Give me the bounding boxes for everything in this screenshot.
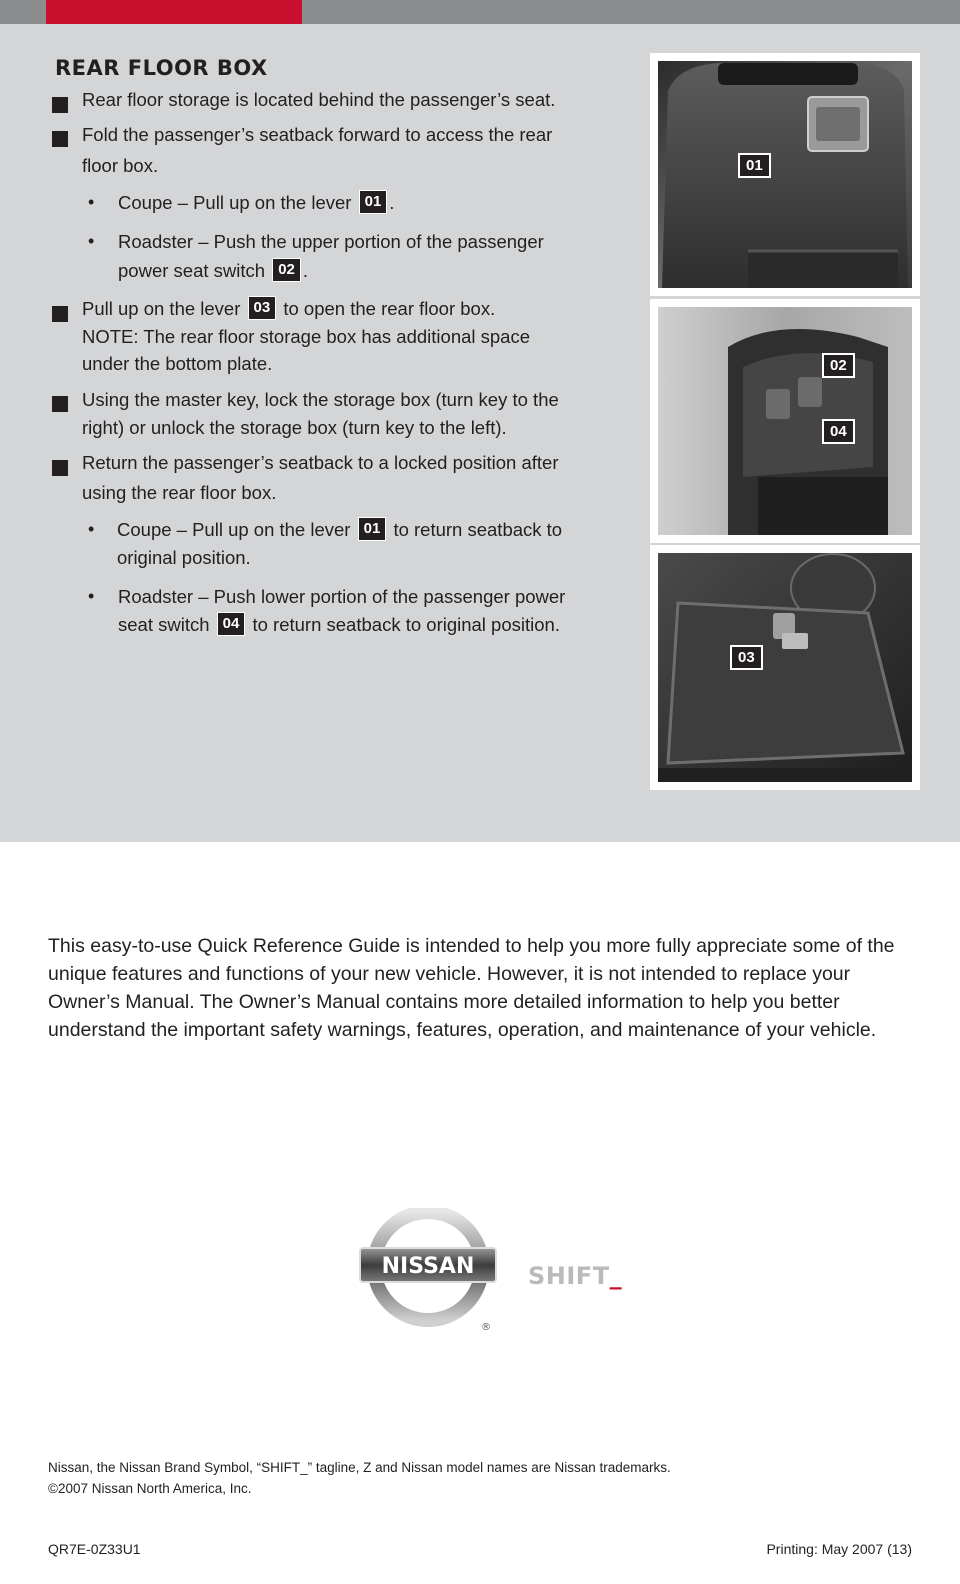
instruction-1: Rear floor storage is located behind the passenger’s seat. — [82, 89, 556, 110]
power-seat-switch-image — [658, 307, 912, 535]
instruction-2-sub-roadster-line-2: power seat switch 02 . — [118, 260, 309, 281]
seat-switch-illustration — [658, 307, 912, 535]
intro-paragraph: This easy-to-use Quick Reference Guide is intended to help you more fully appreciate some of the unique features and functions of your new vehicle. However, it is not intended to replace your Owner’s Manual. The Owner’s Manual contains more detailed information to help you better understand the important safety warnings, features, operation, and maintenance of your vehicle. — [48, 935, 895, 1041]
instruction-4-line-1: Using the master key, lock the storage box (turn key to the — [82, 389, 559, 410]
sub-bullet-dot: • — [88, 586, 95, 606]
legal-notice — [48, 1457, 671, 1499]
nissan-logo — [358, 1208, 508, 1338]
svg-text:NISSAN: NISSAN — [381, 1254, 475, 1279]
instruction-5-sub-roadster-line-2: seat switch 04 to return seatback to original position. — [118, 614, 560, 635]
instruction-5-line-1: Return the passenger’s seatback to a locked position after — [82, 452, 559, 473]
sub-bullet-dot: • — [88, 231, 95, 251]
instruction-3-line-2: NOTE: The rear floor storage box has additional space — [82, 326, 531, 347]
seatback-lever-image — [658, 61, 912, 288]
legal-copyright: ©2007 Nissan North America, Inc. — [48, 1481, 252, 1496]
square-bullet-icon — [52, 131, 68, 147]
photo-floor-box-lever — [650, 545, 920, 790]
seatback-illustration — [658, 61, 912, 288]
sub-bullet-dot: • — [88, 519, 95, 539]
badge-03: 03 — [248, 296, 277, 320]
badge-02: 02 — [272, 258, 301, 282]
instruction-4-line-2: right) or unlock the storage box (turn key to the left). — [82, 417, 507, 438]
photo-seatback-lever — [650, 53, 920, 296]
square-bullet-icon — [52, 460, 68, 476]
photo-tag-04: 04 — [822, 419, 855, 444]
square-bullet-icon — [52, 396, 68, 412]
instruction-5-line-2: using the rear floor box. — [82, 482, 277, 503]
floor-box-illustration — [658, 553, 912, 782]
top-color-strip — [0, 0, 960, 24]
red-accent-bar — [46, 0, 302, 24]
legal-trademarks: Nissan, the Nissan Brand Symbol, “SHIFT_” tagline, Z and Nissan model names are Nissan trademarks. — [48, 1460, 671, 1475]
sub-bullet-dot: • — [88, 192, 95, 212]
instruction-3-line-3: under the bottom plate. — [82, 353, 273, 374]
photo-tag-02: 02 — [822, 353, 855, 378]
document-code: QR7E-0Z33U1 — [48, 1541, 141, 1557]
photo-power-seat-switch — [650, 299, 920, 543]
square-bullet-icon — [52, 306, 68, 322]
photo-tag-03: 03 — [730, 645, 763, 670]
floor-box-lever-image — [658, 553, 912, 782]
badge-01: 01 — [358, 517, 387, 541]
instruction-2-sub-coupe: Coupe – Pull up on the lever 01 . — [118, 192, 395, 213]
instruction-2-sub-roadster-line-1: Roadster – Push the upper portion of the passenger — [118, 231, 544, 252]
instruction-5-sub-coupe-line-1: Coupe – Pull up on the lever 01 to return seatback to — [117, 519, 563, 540]
photo-tag-01: 01 — [738, 153, 771, 178]
badge-01: 01 — [359, 190, 388, 214]
badge-04: 04 — [217, 612, 246, 636]
section-title: REAR FLOOR BOX — [55, 56, 268, 80]
square-bullet-icon — [52, 97, 68, 113]
printing-info: Printing: May 2007 (13) — [766, 1541, 912, 1557]
svg-text:®: ® — [481, 1322, 491, 1333]
instruction-2-line-2: floor box. — [82, 155, 159, 176]
nissan-logo-icon — [358, 1208, 508, 1338]
instruction-3-line-1: Pull up on the lever 03 to open the rear floor box. — [82, 298, 496, 319]
instruction-5-sub-coupe-line-2: original position. — [117, 547, 251, 568]
shift-tagline: SHIFT_ — [528, 1262, 623, 1290]
instruction-2-line-1: Fold the passenger’s seatback forward to access the rear — [82, 124, 553, 145]
instruction-5-sub-roadster-line-1: Roadster – Push lower portion of the passenger power — [118, 586, 566, 607]
